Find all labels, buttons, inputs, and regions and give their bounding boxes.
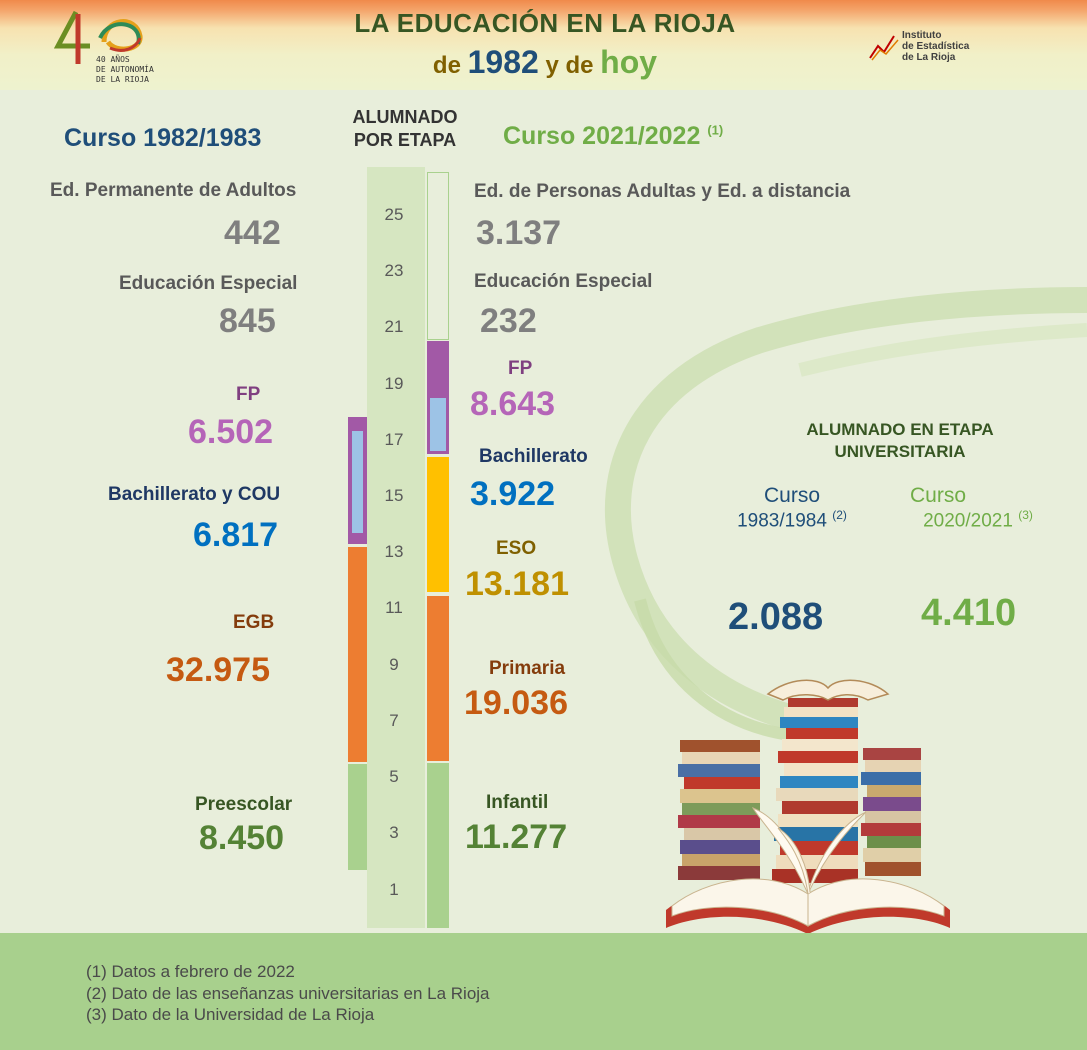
axis-label: 15 xyxy=(384,486,404,505)
axis-label: 7 xyxy=(389,711,399,730)
university-c2-note: (3) xyxy=(1018,508,1033,522)
axis-label: 23 xyxy=(384,261,404,280)
university-c1-value: 2.088 xyxy=(728,596,824,638)
left-bar-fp-inner xyxy=(352,431,363,533)
university-c2-line2: 2020/2021 xyxy=(923,510,1013,532)
axis-label: 9 xyxy=(389,655,399,674)
logo40-line2: DE AUTONOMÍA xyxy=(96,65,154,74)
university-c1-line1: Curso xyxy=(763,484,821,507)
left-label-fp: FP xyxy=(236,384,261,405)
university-c2-line1: Curso xyxy=(910,484,967,507)
left-label-preescolar: Preescolar xyxy=(195,794,293,815)
left-value-especial: 845 xyxy=(219,302,276,340)
right-value-primaria: 19.036 xyxy=(464,684,568,722)
right-bar-primaria xyxy=(427,596,449,761)
ier-line1: Instituto xyxy=(902,30,942,41)
footnote-1: (1) Datos a febrero de 2022 xyxy=(86,962,295,981)
axis-label: 13 xyxy=(384,542,404,561)
university-course-1 xyxy=(712,484,872,532)
axis-label: 19 xyxy=(384,374,404,393)
left-value-fp: 6.502 xyxy=(188,413,274,451)
footnote-2: (2) Dato de las enseñanzas universitarias en La Rioja xyxy=(86,984,490,1003)
back-book-stack-left-icon xyxy=(678,740,760,880)
right-heading xyxy=(503,122,723,151)
right-label-primaria: Primaria xyxy=(489,658,566,679)
left-value-egb: 32.975 xyxy=(166,651,270,689)
left-label-adultos: Ed. Permanente de Adultos xyxy=(50,180,297,201)
axis-label: 5 xyxy=(389,767,399,786)
middle-book-stack-icon xyxy=(772,698,858,883)
right-value-eso: 13.181 xyxy=(465,565,569,603)
right-label-especial: Educación Especial xyxy=(474,271,653,292)
books-illustration xyxy=(658,648,958,948)
axis-label: 21 xyxy=(384,317,404,336)
back-book-stack-right-icon xyxy=(861,748,921,876)
right-label-adultos: Ed. de Personas Adultas y Ed. a distancia xyxy=(474,181,851,202)
right-heading-note: (1) xyxy=(707,122,724,138)
subtitle-de: de xyxy=(432,52,461,79)
right-bar-bachillerato xyxy=(427,457,449,592)
axis-label: 11 xyxy=(385,598,403,617)
right-value-adultos: 3.137 xyxy=(476,214,562,252)
right-label-fp: FP xyxy=(508,358,533,379)
university-title-line1: ALUMNADO EN ETAPA xyxy=(806,420,994,439)
university-course-2 xyxy=(898,484,1058,532)
university-title xyxy=(770,419,1030,463)
axis-label: 17 xyxy=(384,430,404,449)
logo40-line1: 40 AÑOS xyxy=(96,55,130,64)
subtitle-year: 1982 xyxy=(467,44,539,80)
center-title-line1: ALUMNADO xyxy=(352,107,458,127)
university-c2-value: 4.410 xyxy=(921,592,1017,634)
right-value-infantil: 11.277 xyxy=(465,818,568,856)
subtitle-hoy: hoy xyxy=(600,44,658,80)
right-bar-infantil xyxy=(427,763,449,928)
footnote-3: (3) Dato de la Universidad de La Rioja xyxy=(86,1005,375,1024)
axis-label: 3 xyxy=(389,823,399,842)
axis-label: 25 xyxy=(384,205,404,224)
ier-line2: de Estadística xyxy=(902,41,970,52)
right-label-eso: ESO xyxy=(496,538,537,559)
axis-label: 1 xyxy=(389,880,399,899)
university-c1-note: (2) xyxy=(832,508,847,522)
university-title-line2: UNIVERSITARIA xyxy=(834,442,966,461)
subtitle-y-de: y de xyxy=(545,52,594,79)
right-bar-top-outline xyxy=(427,172,449,340)
right-label-infantil: Infantil xyxy=(486,792,549,813)
left-label-especial: Educación Especial xyxy=(119,273,298,294)
left-heading: Curso 1982/1983 xyxy=(64,124,262,152)
page-title: LA EDUCACIÓN EN LA RIOJA xyxy=(354,8,736,38)
logo40-line3: DE LA RIOJA xyxy=(96,75,149,84)
left-value-adultos: 442 xyxy=(224,214,281,252)
right-heading-text: Curso 2021/2022 xyxy=(503,122,701,150)
center-title xyxy=(330,106,480,152)
right-value-bachillerato: 3.922 xyxy=(470,475,556,513)
left-value-bachillerato: 6.817 xyxy=(193,516,279,554)
right-bar-fp-inner xyxy=(430,398,446,451)
right-value-especial: 232 xyxy=(480,302,537,340)
ier-line3: de La Rioja xyxy=(902,52,956,63)
left-label-bachillerato: Bachillerato y COU xyxy=(108,484,281,505)
left-value-preescolar: 8.450 xyxy=(199,819,285,857)
left-bar-preescolar xyxy=(348,764,367,870)
top-open-book-icon xyxy=(768,680,888,700)
university-c1-line2: 1983/1984 xyxy=(737,510,827,532)
right-label-bachillerato: Bachillerato xyxy=(479,446,588,467)
left-label-egb: EGB xyxy=(233,612,275,633)
center-title-line2: POR ETAPA xyxy=(353,130,457,150)
left-bar-egb xyxy=(348,547,367,762)
right-value-fp: 8.643 xyxy=(470,385,556,423)
